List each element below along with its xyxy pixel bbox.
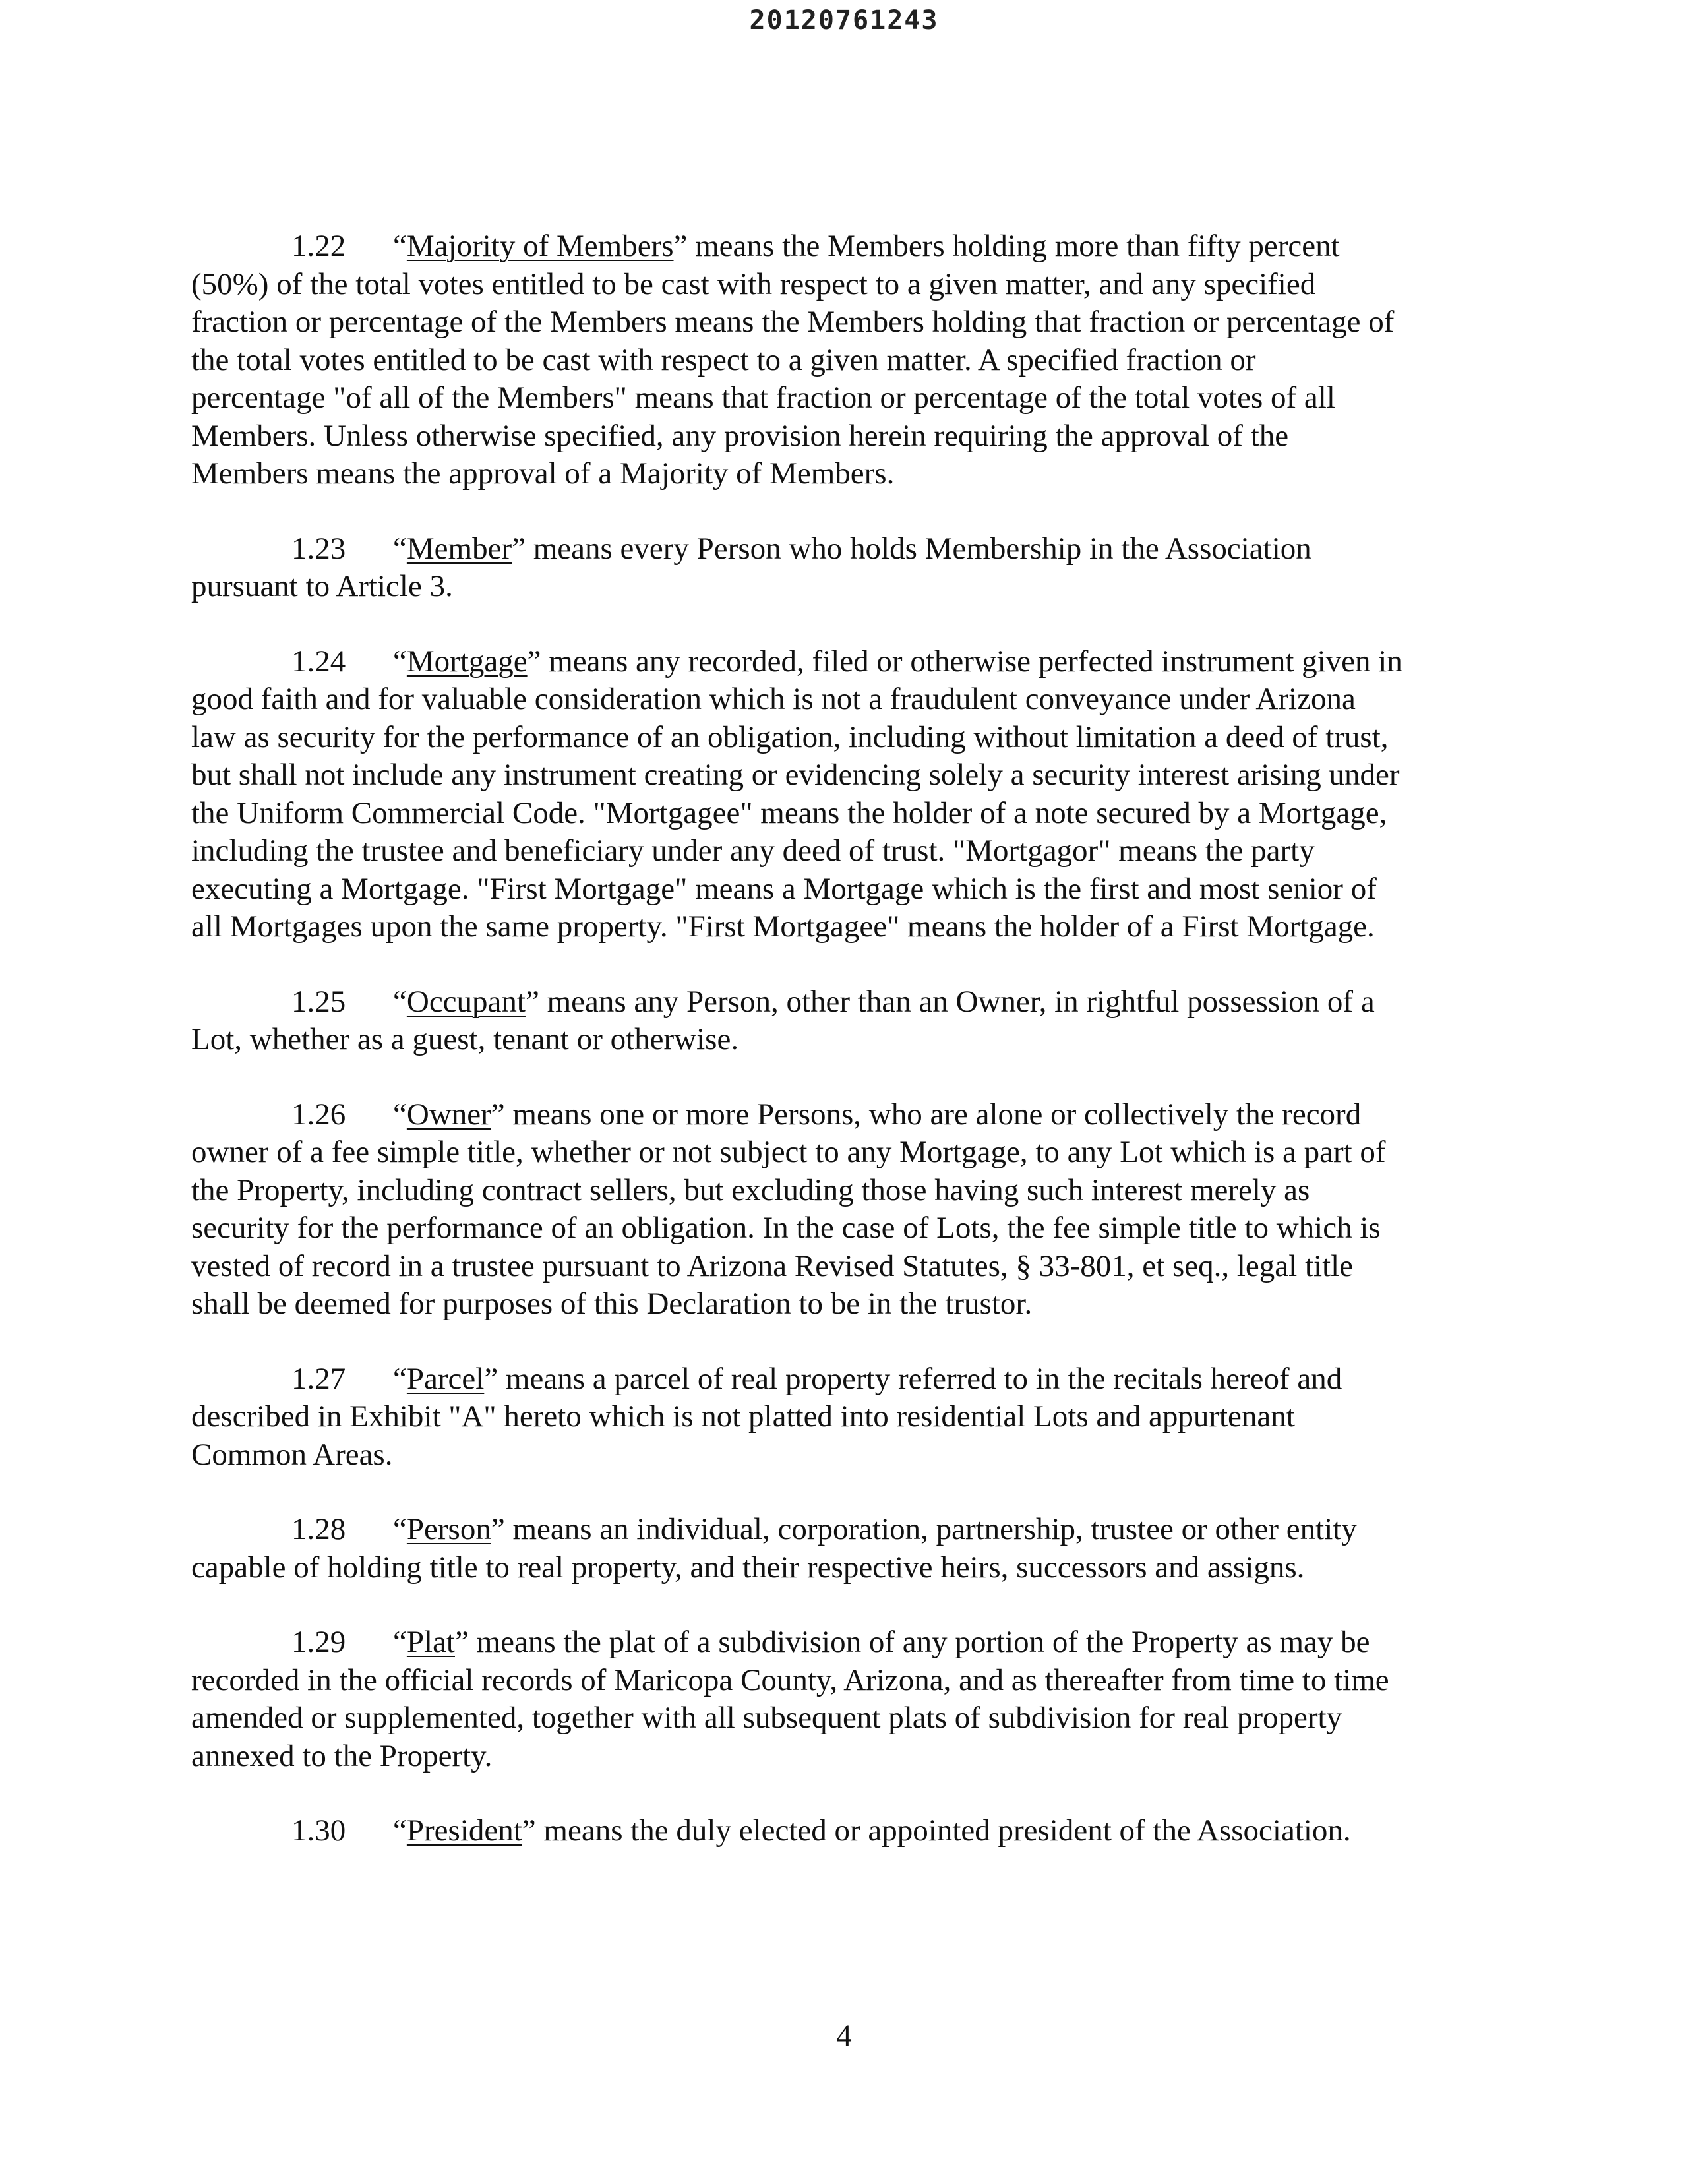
definition-line: fraction or percentage of the Members means the Members holding that fraction or percentage of xyxy=(191,305,1395,339)
definition-line: capable of holding title to real property, and their respective heirs, successors and assigns. xyxy=(191,1550,1305,1585)
definition-section xyxy=(191,1096,1503,1323)
definition-line: the total votes entitled to be cast with respect to a given matter. A specified fraction or xyxy=(191,342,1256,377)
definition-text: ” means the plat of a subdivision of any portion of the Property as may be xyxy=(455,1625,1370,1659)
definition-line: Lot, whether as a guest, tenant or otherwise. xyxy=(191,1022,739,1056)
section-number: 1.28 xyxy=(291,1512,346,1546)
definition-line: described in Exhibit "A" hereto which is not platted into residential Lots and appurtenant xyxy=(191,1399,1295,1434)
defined-term: Member xyxy=(406,531,512,566)
definition-line: but shall not include any instrument creating or evidencing solely a security interest arising under xyxy=(191,758,1400,792)
definition-text: ” means any Person, other than an Owner, in rightful possession of a xyxy=(525,984,1375,1019)
definition-first-line: 1.26 “Owner” means one or more Persons, who are alone or collectively the record xyxy=(191,1096,1503,1134)
definition-section xyxy=(191,1623,1503,1775)
defined-term: Mortgage xyxy=(406,644,528,679)
definition-line: owner of a fee simple title, whether or not subject to any Mortgage, to any Lot which is a part of xyxy=(191,1135,1386,1169)
document-number: 20120761243 xyxy=(749,5,939,36)
definition-text: ” means the Members holding more than fifty percent xyxy=(673,229,1340,263)
definition-line: Common Areas. xyxy=(191,1437,393,1472)
section-number: 1.24 xyxy=(291,644,346,679)
definition-text: ” means a parcel of real property referred to in the recitals hereof and xyxy=(484,1361,1342,1396)
definition-line: Members. Unless otherwise specified, any provision herein requiring the approval of the xyxy=(191,418,1289,453)
section-number: 1.30 xyxy=(291,1813,346,1848)
definition-line: the Uniform Commercial Code. "Mortgagee" means the holder of a note secured by a Mortgage, xyxy=(191,795,1387,830)
definition-line: the Property, including contract sellers, but excluding those having such interest merely as xyxy=(191,1172,1310,1207)
definition-text: ” means every Person who holds Membership in the Association xyxy=(512,531,1311,566)
definition-section xyxy=(191,983,1503,1059)
section-number: 1.22 xyxy=(291,229,346,263)
definition-first-line: 1.23 “Member” means every Person who holds Membership in the Association xyxy=(191,530,1503,568)
definition-line: good faith and for valuable consideration which is not a fraudulent conveyance under Arizona xyxy=(191,682,1356,716)
definition-text: ” means any recorded, filed or otherwise perfected instrument given in xyxy=(527,644,1402,679)
defined-term: Plat xyxy=(406,1625,455,1659)
definition-line: annexed to the Property. xyxy=(191,1738,493,1773)
defined-term: President xyxy=(406,1813,522,1848)
defined-term: Majority of Members xyxy=(406,229,674,263)
definition-section xyxy=(191,228,1503,493)
defined-term: Owner xyxy=(406,1097,491,1132)
definition-line: amended or supplemented, together with all subsequent plats of subdivision for real property xyxy=(191,1701,1342,1735)
defined-term: Occupant xyxy=(406,984,526,1019)
section-number: 1.25 xyxy=(291,984,346,1019)
section-number: 1.27 xyxy=(291,1361,346,1396)
definition-line: including the trustee and beneficiary under any deed of trust. "Mortgagor" means the party xyxy=(191,834,1315,868)
definition-first-line: 1.27 “Parcel” means a parcel of real property referred to in the recitals hereof and xyxy=(191,1360,1503,1399)
definition-line: shall be deemed for purposes of this Declaration to be in the trustor. xyxy=(191,1287,1033,1321)
section-number: 1.29 xyxy=(291,1625,346,1659)
definition-text: ” means an individual, corporation, partnership, trustee or other entity xyxy=(491,1512,1357,1546)
definition-first-line: 1.25 “Occupant” means any Person, other than an Owner, in rightful possession of a xyxy=(191,983,1503,1021)
definition-text: ” means one or more Persons, who are alone or collectively the record xyxy=(491,1097,1362,1132)
definition-section xyxy=(191,1511,1503,1587)
definition-line: vested of record in a trustee pursuant to Arizona Revised Statutes, § 33-801, et seq., legal title xyxy=(191,1248,1354,1283)
definition-line: Members means the approval of a Majority of Members. xyxy=(191,456,895,491)
section-number: 1.23 xyxy=(291,531,346,566)
definition-section xyxy=(191,1812,1503,1850)
section-number: 1.26 xyxy=(291,1097,346,1132)
defined-term: Person xyxy=(406,1512,491,1546)
definition-text: ” means the duly elected or appointed president of the Association. xyxy=(522,1813,1351,1848)
definition-line: (50%) of the total votes entitled to be cast with respect to a given matter, and any specified xyxy=(191,266,1316,301)
definition-line: executing a Mortgage. "First Mortgage" means a Mortgage which is the first and most senior of xyxy=(191,871,1377,906)
definition-section xyxy=(191,1360,1503,1474)
definition-line: all Mortgages upon the same property. "First Mortgagee" means the holder of a First Mortgage. xyxy=(191,909,1375,944)
document-body xyxy=(191,228,1503,1887)
definition-first-line: 1.22 “Majority of Members” means the Members holding more than fifty percent xyxy=(191,228,1503,266)
definition-first-line: 1.28 “Person” means an individual, corporation, partnership, trustee or other entity xyxy=(191,1511,1503,1549)
definition-line: recorded in the official records of Maricopa County, Arizona, and as thereafter from time to time xyxy=(191,1662,1389,1697)
definition-section xyxy=(191,530,1503,606)
definition-section xyxy=(191,643,1503,946)
defined-term: Parcel xyxy=(406,1361,485,1396)
definition-first-line: 1.30 “President” means the duly elected or appointed president of the Association. xyxy=(191,1812,1503,1850)
page-number: 4 xyxy=(836,2018,852,2053)
definition-line: security for the performance of an obligation. In the case of Lots, the fee simple title to which is xyxy=(191,1211,1381,1245)
definition-first-line: 1.29 “Plat” means the plat of a subdivision of any portion of the Property as may be xyxy=(191,1623,1503,1662)
definition-line: percentage "of all of the Members" means that fraction or percentage of the total votes of all xyxy=(191,380,1335,415)
definition-line: pursuant to Article 3. xyxy=(191,569,453,603)
definition-line: law as security for the performance of an obligation, including without limitation a deed of trust, xyxy=(191,719,1389,754)
definition-first-line: 1.24 “Mortgage” means any recorded, filed or otherwise perfected instrument given in xyxy=(191,643,1503,681)
